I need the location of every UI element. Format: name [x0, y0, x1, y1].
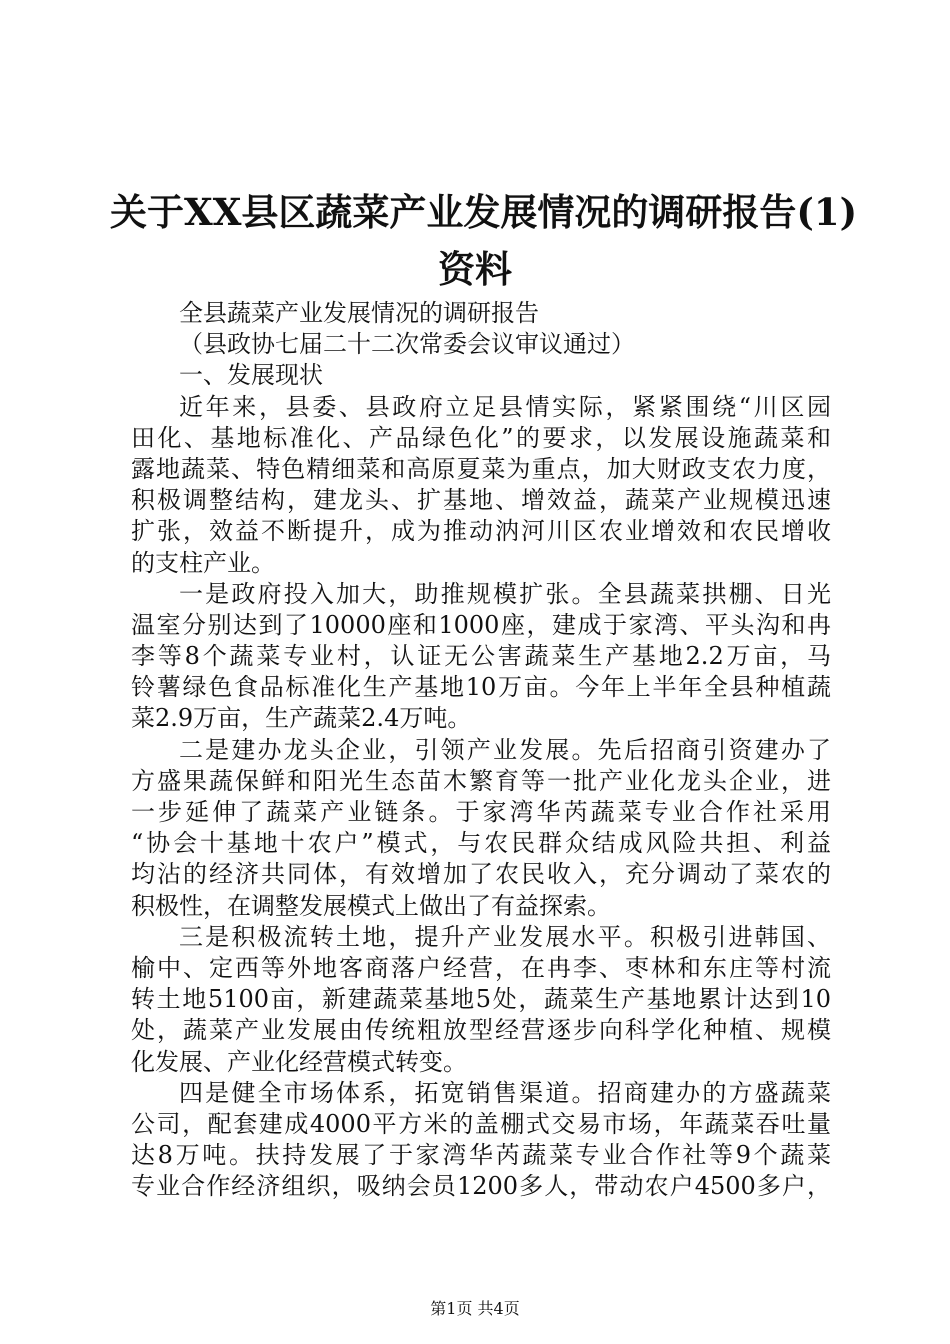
document-body: [131, 298, 831, 1202]
paragraph-line: 榆中、定西等外地客商落户经营，在冉李、枣林和东庄等村流: [131, 953, 831, 982]
document-title-line-1: 关于XX县区蔬菜产业发展情况的调研报告(1): [110, 190, 858, 234]
page-footer: 第1页 共4页: [430, 1299, 520, 1318]
paragraph-line: 近年来，县委、县政府立足县情实际，紧紧围绕“川区园: [179, 392, 831, 421]
paragraph-line: 专业合作经济组织，吸纳会员1200多人，带动农户4500多户，: [131, 1172, 831, 1201]
paragraph-line: 一是政府投入加大，助推规模扩张。全县蔬菜拱棚、日光: [179, 579, 831, 608]
approval-note-line: （县政协七届二十二次常委会议审议通过）: [179, 330, 635, 359]
paragraph-line: 积极调整结构，建龙头、扩基地、增效益，蔬菜产业规模迅速: [131, 486, 831, 515]
paragraph-line: 三是积极流转土地，提升产业发展水平。积极引进韩国、: [179, 922, 831, 951]
section-heading: 一、发展现状: [179, 361, 323, 390]
paragraph-line: 积极性，在调整发展模式上做出了有益探索。: [131, 891, 611, 920]
paragraph-line: 李等8个蔬菜专业村，认证无公害蔬菜生产基地2.2万亩，马: [131, 642, 831, 671]
paragraph-line: 公司，配套建成4000平方米的盖棚式交易市场，年蔬菜吞吐量: [131, 1109, 831, 1138]
paragraph-line: 转土地5100亩，新建蔬菜基地5处，蔬菜生产基地累计达到10: [131, 985, 831, 1014]
paragraph-line: 铃薯绿色食品标准化生产基地10万亩。今年上半年全县种植蔬: [131, 673, 831, 702]
paragraph-line: 田化、基地标准化、产品绿色化”的要求，以发展设施蔬菜和: [131, 423, 831, 452]
paragraph-line: 化发展、产业化经营模式转变。: [131, 1047, 467, 1076]
paragraph-line: 处，蔬菜产业发展由传统粗放型经营逐步向科学化种植、规模: [131, 1016, 831, 1045]
paragraph-line: 菜2.9万亩，生产蔬菜2.4万吨。: [131, 704, 472, 733]
subtitle-line: 全县蔬菜产业发展情况的调研报告: [179, 299, 539, 327]
paragraph-line: 均沾的经济共同体，有效增加了农民收入，充分调动了菜农的: [131, 860, 831, 889]
paragraph-line: 达8万吨。扶持发展了于家湾华芮蔬菜专业合作社等9个蔬菜: [131, 1141, 831, 1170]
paragraph-line: 露地蔬菜、特色精细菜和高原夏菜为重点，加大财政支农力度，: [131, 454, 831, 483]
paragraph-line: 温室分别达到了10000座和1000座，建成于家湾、平头沟和冉: [131, 610, 831, 639]
paragraph-line: 扩张，效益不断提升，成为推动汭河川区农业增效和农民增收: [131, 517, 831, 546]
paragraph-line: 一步延伸了蔬菜产业链条。于家湾华芮蔬菜专业合作社采用: [131, 798, 831, 826]
paragraph-line: 二是建办龙头企业，引领产业发展。先后招商引资建办了: [179, 735, 831, 764]
paragraph-line: “协会十基地十农户”模式，与农民群众结成风险共担、利益: [131, 829, 831, 858]
document-title-line-2: 资料: [438, 247, 512, 291]
paragraph-line: 的支柱产业。: [131, 548, 275, 577]
paragraph-line: 四是健全市场体系，拓宽销售渠道。招商建办的方盛蔬菜: [179, 1078, 831, 1107]
paragraph-line: 方盛果蔬保鲜和阳光生态苗木繁育等一批产业化龙头企业，进: [131, 766, 831, 795]
